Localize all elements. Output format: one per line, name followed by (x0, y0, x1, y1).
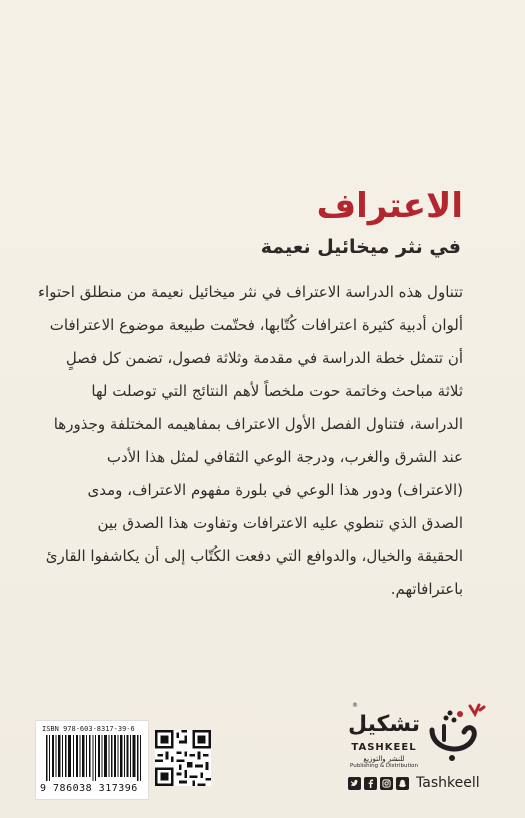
publisher-handle[interactable]: Tashkeell (416, 775, 480, 791)
qr-code[interactable] (155, 730, 211, 786)
publisher-tagline-en: Publishing & Distribution (350, 763, 418, 769)
blurb-line: الدراسة، فتناول الفصل الأول الاعتراف بمفاهيمه المختلفة وجذورها (53, 415, 463, 433)
blurb-paragraph (38, 276, 463, 606)
blurb-line: عند الشرق والغرب، ودرجة الوعي الثقافي لمثل هذا الأدب (106, 448, 463, 466)
blurb-line: ثلاثة مباحث وخاتمة حوت ملخصاً لأهم النتائج التي توصلت لها (91, 382, 463, 400)
blurb-line: (الاعتراف) ودور هذا الوعي في بلورة مفهوم الاعتراف، ومدى (87, 481, 463, 499)
instagram-icon[interactable] (380, 777, 393, 790)
snapchat-icon[interactable] (396, 777, 409, 790)
isbn-barcode (35, 720, 149, 800)
publisher-logo (348, 700, 508, 800)
publisher-tagline-ar: للنشر والتوزيع (363, 755, 405, 763)
isbn-number: 9 786038 317396 (40, 783, 138, 794)
blurb-line: الصدق الذي تنطوي عليه الاعترافات وتفاوت هذا الصدق بين (97, 514, 463, 532)
isbn-label: ISBN 978-603-8317-39-6 (42, 725, 135, 733)
facebook-icon[interactable] (364, 777, 377, 790)
twitter-icon[interactable] (348, 777, 361, 790)
tashkeel-calligraphy-icon (424, 700, 488, 762)
blurb-line: تتناول هذه الدراسة الاعتراف في نثر ميخائيل نعيمة من منطلق احتواء (38, 283, 463, 301)
social-links (348, 775, 480, 791)
book-subtitle: في نثر ميخائيل نعيمة (260, 236, 461, 258)
registered-mark: ® (352, 702, 358, 709)
blurb-line: ألوان أدبية كثيرة اعترافات كُتّابها، فحتّمت طبيعة موضوع الاعترافات (49, 316, 463, 334)
publisher-name-en: TASHKEEL (351, 742, 417, 753)
blurb-line: أن تتمثل خطة الدراسة في مقدمة وثلاثة فصول، تضمن كل فصلٍ (65, 349, 463, 367)
publisher-name-ar: تشكيل (347, 712, 420, 737)
blurb-line: الحقيقة والخيال، والدوافع التي دفعت الكُتّاب إلى أن يكاشفوا القارئ (45, 547, 463, 565)
book-title: الاعتراف (316, 186, 463, 226)
blurb-line: باعترافاتهم. (390, 580, 463, 598)
barcode-bars (46, 735, 142, 781)
